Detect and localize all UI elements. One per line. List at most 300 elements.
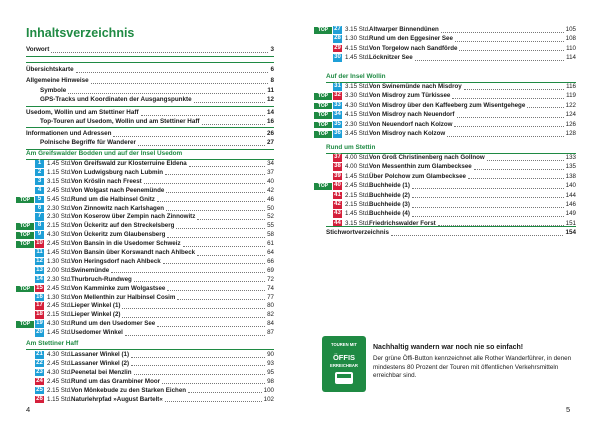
tour-duration: 4.15 Std. [345, 44, 370, 52]
tour-duration: 1.45 Std. [345, 172, 370, 180]
dot-leader [163, 263, 265, 264]
tour-number-badge: 34 [334, 111, 341, 118]
dot-leader [141, 115, 265, 116]
toc-entry-page: 11 [267, 87, 274, 94]
dot-leader [157, 326, 265, 327]
tour-page: 114 [566, 54, 576, 62]
tour-row [314, 163, 576, 171]
tour-page: 144 [565, 191, 576, 199]
tour-title: Von Misdroy nach Kolzow [369, 130, 446, 137]
tour-row [314, 201, 576, 209]
tour-duration: 4.30 Std. [47, 320, 72, 328]
tour-title: Altwarper Binnendünen [369, 26, 439, 33]
dot-leader [165, 174, 265, 175]
tour-number-badge: 1 [35, 160, 44, 168]
tour-title: Peenetal bei Menzlin [71, 368, 132, 376]
tour-row [314, 45, 576, 53]
tour-duration: 2.45 Std. [47, 377, 72, 385]
tour-row [16, 396, 274, 404]
tour-row [16, 351, 274, 359]
tour-number-badge: 11 [36, 249, 43, 255]
tour-number-badge: 37 [334, 154, 341, 160]
tour-page: 52 [267, 213, 274, 221]
tour-title: Von Mönkebude zu den Starken Eichen [71, 386, 187, 394]
tour-duration: 2.15 Std. [47, 311, 72, 319]
tour-row [314, 130, 576, 138]
tour-row [314, 154, 576, 162]
dot-leader [91, 83, 268, 84]
tour-duration: 4.00 Std. [345, 163, 370, 171]
tour-row [314, 54, 576, 62]
tour-duration: 2.30 Std. [345, 120, 370, 128]
tour-number-badge: 19 [36, 320, 43, 327]
toc-entry-title: Stichwortverzeichnis [326, 229, 389, 236]
tour-page: 138 [565, 172, 576, 180]
badge-bottom-text: ERREICHBAR [330, 363, 358, 368]
tour-duration: 3.30 Std. [345, 92, 370, 100]
tour-page: 93 [267, 359, 274, 367]
tour-page: 61 [267, 240, 274, 248]
toc-entry-title: Top-Touren auf Usedom, Wollin und am Stettiner Haff [40, 118, 200, 125]
tour-row [16, 249, 274, 257]
toc-entry [26, 96, 274, 104]
toc-entry [26, 46, 274, 54]
tour-title: Von Kröslin nach Freest [71, 177, 142, 185]
dot-leader [76, 72, 268, 73]
tour-page: 40 [267, 177, 274, 185]
dot-leader [68, 93, 265, 94]
tour-number-badge: 24 [36, 377, 43, 384]
tour-duration: 2.45 Std. [47, 359, 72, 367]
tour-page: 80 [267, 302, 274, 310]
bus-icon [335, 372, 353, 384]
tour-duration: 1.45 Std. [345, 210, 370, 218]
tour-title: Rund um den Eggesiner See [369, 35, 453, 43]
badge-main-text: ÖFFIS [332, 353, 356, 362]
tour-number-badge: 18 [36, 311, 43, 318]
toc-entry-title: Usedom, Wollin und am Stettiner Haff [26, 109, 139, 116]
dot-leader [391, 235, 563, 236]
tour-page: 126 [565, 120, 576, 128]
tour-title: Buchheide (3) [369, 201, 410, 208]
tour-title: Löcknitzer See [369, 54, 413, 62]
tour-row [314, 111, 576, 119]
tour-duration: 2.00 Std. [47, 266, 72, 274]
tour-page: 77 [267, 293, 274, 301]
tour-duration: 1.30 Std. [47, 293, 72, 301]
tour-page: 149 [565, 210, 576, 218]
tour-row [16, 267, 274, 275]
tour-page: 42 [267, 186, 274, 194]
toc-entry [26, 87, 274, 95]
section-heading: Rund um Stettin [326, 144, 376, 151]
tour-row [314, 83, 576, 91]
tour-page: 108 [565, 35, 576, 43]
tour-row [16, 329, 274, 337]
tour-number-badge: 27 [334, 26, 341, 32]
tour-duration: 1.45 Std. [47, 329, 72, 337]
dot-leader [454, 126, 564, 127]
tour-page: 90 [267, 351, 274, 358]
tour-number-badge: 3 [35, 178, 44, 186]
tour-number-badge: 40 [334, 182, 341, 189]
tour-row [314, 173, 576, 181]
tour-page: 102 [263, 395, 274, 403]
tour-duration: 3.15 Std. [47, 177, 72, 185]
dot-leader [447, 136, 564, 137]
tour-row [16, 178, 274, 186]
dot-leader [162, 383, 265, 384]
dot-leader [527, 107, 564, 108]
toc-entry-page: 3 [270, 46, 274, 53]
tour-row [314, 121, 576, 129]
separator-rule [26, 127, 274, 128]
tour-number-badge: 2 [35, 169, 44, 177]
tour-page: 128 [565, 130, 576, 137]
dot-leader [113, 136, 265, 137]
tour-number-badge: 32 [334, 92, 341, 99]
tour-title: Von Messenthin zum Glambecksee [369, 163, 472, 171]
dot-leader [197, 255, 265, 256]
toc-entry-title: Symbole [40, 87, 67, 94]
tour-page: 82 [267, 311, 274, 319]
tour-title: Von Mellenthin zur Halbinsel Cosim [71, 293, 176, 301]
dot-leader [415, 60, 564, 61]
tour-row [16, 258, 274, 266]
dot-leader [111, 272, 265, 273]
separator-rule [26, 62, 274, 63]
toc-entry-page: 27 [266, 139, 274, 146]
tour-row [314, 26, 576, 34]
tour-duration: 2.45 Std. [47, 186, 72, 194]
toc-entry-page: 6 [270, 66, 274, 73]
tour-page: 84 [267, 320, 274, 328]
tour-row [314, 210, 576, 218]
tour-page: 133 [565, 154, 576, 161]
dot-leader [468, 178, 564, 179]
separator-rule [26, 106, 274, 107]
toc-entry-title: Vorwort [26, 46, 50, 53]
tour-page: 72 [267, 275, 274, 283]
tour-title: Lassaner Winkel (1) [71, 351, 130, 358]
tour-number-badge: 41 [334, 191, 341, 198]
tour-row [16, 169, 274, 177]
top-badge: TOP [16, 286, 34, 293]
tour-row [16, 311, 274, 319]
tour-number-badge: 39 [334, 172, 341, 179]
tour-number-badge: 22 [36, 359, 43, 366]
tour-page: 74 [267, 284, 274, 292]
toc-entry-title: Informationen und Adressen [26, 130, 112, 137]
tour-title: Von Greifswald zur Klosterruine Eldena [71, 160, 187, 167]
dot-leader [166, 210, 265, 211]
tour-page: 58 [267, 231, 274, 239]
toc-entry [26, 139, 274, 147]
tour-title: Von Heringsdorf nach Ahlbeck [71, 257, 161, 265]
top-badge: TOP [16, 197, 34, 204]
dot-leader [134, 281, 265, 282]
tour-number-badge: 42 [334, 201, 341, 207]
dot-leader [183, 246, 265, 247]
toc-entry-page: 16 [266, 118, 274, 125]
dot-leader [455, 41, 564, 42]
tour-title: Usedomer Winkel [71, 329, 123, 337]
tour-number-badge: 23 [36, 368, 43, 375]
tour-duration: 4.30 Std. [47, 231, 72, 239]
toc-entry-title: GPS-Tracks und Koordinaten der Ausgangspunkte [40, 96, 192, 103]
dot-leader [487, 160, 564, 161]
section-heading: Am Greifswalder Bodden und auf der Insel Usedom [26, 150, 183, 157]
tour-number-badge: 26 [36, 395, 43, 402]
tour-title: Buchheide (1) [369, 182, 410, 190]
page-number-left: 4 [26, 405, 31, 414]
tour-number-badge: 9 [35, 231, 44, 239]
tour-page: 87 [267, 329, 274, 337]
tour-title: Über Polchow zum Glambecksee [369, 172, 466, 180]
tour-title: Von Kamminke zum Wolgastsee [71, 284, 166, 292]
tour-title: Von Neuendorf nach Kolzow [369, 120, 453, 128]
dot-leader [134, 374, 265, 375]
tour-page: 55 [267, 222, 274, 230]
tour-title: Buchheide (2) [369, 191, 410, 199]
tour-page: 34 [267, 160, 274, 167]
tour-duration: 5.45 Std. [47, 195, 72, 203]
toc-entry [26, 77, 274, 85]
tour-title: Rund um das Grambiner Moor [71, 377, 161, 385]
tour-row [16, 276, 274, 284]
tour-number-badge: 13 [36, 266, 43, 273]
tour-title: Von Ückeritz zum Glaubensberg [71, 231, 166, 239]
tour-title: Naturlehrpfad »August Bartelt« [71, 395, 163, 403]
dot-leader [412, 188, 564, 189]
tour-row [16, 387, 274, 395]
tour-title: Von Misdroy über den Kaffeeberg zum Wisentgehege [369, 101, 526, 109]
dot-leader [122, 317, 265, 318]
tour-row [16, 160, 274, 168]
tour-duration: 2.15 Std. [47, 222, 72, 230]
tour-page: 64 [267, 249, 274, 256]
tour-duration: 1.45 Std. [345, 54, 370, 62]
dot-leader [131, 357, 265, 358]
tour-duration: 2.15 Std. [345, 201, 370, 208]
tour-duration: 3.15 Std. [345, 83, 370, 90]
tour-number-badge: 25 [36, 386, 43, 393]
tour-duration: 4.30 Std. [47, 351, 72, 358]
tour-page: 66 [267, 257, 274, 265]
dot-leader [441, 32, 564, 33]
dot-leader [189, 166, 265, 167]
tour-duration: 3.15 Std. [345, 26, 370, 33]
tour-title: Lieper Winkel (2) [71, 311, 121, 319]
tour-number-badge: 38 [334, 163, 341, 170]
tour-duration: 1.15 Std. [47, 168, 72, 176]
tour-number-badge: 21 [36, 351, 43, 357]
toc-entry-page: 14 [266, 109, 274, 116]
tour-duration: 2.15 Std. [345, 191, 370, 199]
oepnv-heading: Nachhaltig wandern war noch nie so einfach! [373, 344, 524, 351]
tour-duration: 1.15 Std. [47, 395, 72, 403]
separator-rule [26, 56, 274, 57]
dot-leader [157, 201, 265, 202]
tour-title: Thurbruch-Rundweg [71, 275, 132, 283]
tour-title: Von Bansin über Korswandt nach Ahlbeck [71, 249, 196, 256]
tour-duration: 2.45 Std. [345, 182, 370, 190]
tour-page: 37 [267, 168, 274, 176]
dot-leader [188, 392, 262, 393]
tour-title: Von Zinnowitz nach Karlshagen [71, 204, 165, 212]
tour-page: 95 [267, 368, 274, 376]
dot-leader [412, 207, 564, 208]
tour-duration: 2.30 Std. [47, 213, 72, 221]
section-heading: Am Stettiner Haff [26, 340, 79, 347]
tour-row [16, 205, 274, 213]
tour-title: Rund um die Halbinsel Gnitz [71, 195, 155, 203]
tour-number-badge: 7 [35, 213, 44, 221]
tour-title: Swinemünde [71, 266, 110, 274]
dot-leader [167, 237, 265, 238]
tour-page: 46 [267, 195, 274, 203]
tour-page: 122 [565, 101, 576, 109]
top-badge: TOP [314, 27, 332, 34]
section-rule [26, 349, 274, 350]
oepnv-body: Der grüne Öffi-Button kennzeichnet alle Rother Wanderführer, in denen mindestens 80 Prozent der Touren mit öffentlichen Verkehrsmitteln erreichbar sind. [373, 355, 572, 379]
tour-row [16, 240, 274, 248]
tour-duration: 2.30 Std. [47, 204, 72, 212]
dot-leader [177, 299, 265, 300]
toc-entry-title: Allgemeine Hinweise [26, 77, 89, 84]
tour-duration: 4.15 Std. [345, 111, 370, 119]
tour-duration: 1.45 Std. [47, 249, 72, 256]
dot-leader [165, 401, 262, 402]
dot-leader [144, 183, 265, 184]
toc-entry-page: 8 [270, 77, 274, 84]
toc-entry-page: 154 [565, 229, 576, 236]
tour-duration: 4.30 Std. [47, 368, 72, 376]
tour-number-badge: 33 [334, 101, 341, 108]
tour-number-badge: 20 [36, 329, 43, 336]
tour-number-badge: 17 [36, 302, 43, 309]
tour-row [16, 213, 274, 221]
tour-page: 110 [566, 44, 576, 52]
toc-entry [326, 229, 576, 237]
tour-duration: 1.45 Std. [47, 160, 72, 167]
tour-row [16, 222, 274, 230]
section-heading: Auf der Insel Wollin [326, 73, 386, 80]
tour-row [16, 369, 274, 377]
tour-duration: 1.30 Std. [47, 257, 72, 265]
tour-page: 116 [566, 83, 576, 90]
tour-duration: 4.00 Std. [345, 154, 370, 161]
tour-duration: 3.15 Std. [345, 219, 370, 227]
top-badge: TOP [314, 93, 332, 100]
oepnv-info-box [322, 336, 574, 392]
tour-title: Von Wolgast nach Peenemünde [71, 186, 165, 194]
top-badge: TOP [16, 232, 34, 239]
tour-title: Buchheide (4) [369, 210, 410, 218]
oepnv-badge [322, 336, 366, 392]
tour-duration: 2.45 Std. [47, 284, 72, 292]
top-badge: TOP [314, 131, 332, 138]
tour-number-badge: 4 [35, 187, 44, 195]
tour-number-badge: 14 [36, 275, 43, 282]
dot-leader [176, 228, 265, 229]
dot-leader [194, 102, 265, 103]
toc-entry-title: Polnische Begriffe für Wanderer [40, 139, 136, 146]
toc-entry-title: Übersichtskarte [26, 66, 74, 73]
tour-number-badge: 16 [36, 293, 43, 300]
tour-row [314, 182, 576, 190]
tour-page: 100 [263, 386, 274, 394]
top-badge: TOP [16, 321, 34, 328]
toc-entry [26, 130, 274, 138]
dot-leader [166, 192, 265, 193]
tour-row [16, 378, 274, 386]
tour-number-badge: 15 [36, 284, 43, 291]
top-badge: TOP [314, 112, 332, 119]
dot-leader [131, 365, 265, 366]
dot-leader [412, 216, 564, 217]
dot-leader [457, 117, 564, 118]
top-badge: TOP [16, 241, 34, 248]
tour-duration: 4.30 Std. [345, 101, 370, 109]
badge-top-text: TOUREN MIT [331, 342, 357, 347]
tour-title: Von Bansin in die Usedomer Schweiz [71, 240, 181, 248]
dot-leader [167, 290, 265, 291]
dot-leader [412, 197, 564, 198]
tour-number-badge: 28 [334, 35, 341, 42]
tour-page: 119 [566, 92, 576, 100]
tour-duration: 1.30 Std. [345, 35, 370, 43]
dot-leader [125, 335, 265, 336]
tour-row [16, 302, 274, 310]
tour-title: Lieper Winkel (1) [71, 302, 121, 310]
tour-title: Lassaner Winkel (2) [71, 359, 130, 367]
tour-page: 69 [267, 266, 274, 274]
tour-page: 140 [565, 182, 576, 190]
tour-page: 124 [565, 111, 576, 119]
tour-number-badge: 36 [334, 130, 341, 136]
top-badge: TOP [314, 183, 332, 190]
tour-duration: 2.15 Std. [47, 386, 72, 394]
tour-number-badge: 8 [35, 222, 44, 230]
tour-number-badge: 6 [35, 205, 44, 213]
tour-title: Von Groß Christinenberg nach Gollnow [369, 154, 485, 161]
tour-page: 105 [565, 26, 576, 33]
tour-duration: 2.45 Std. [47, 302, 72, 310]
tour-duration: 2.45 Std. [47, 240, 72, 248]
dot-leader [197, 219, 265, 220]
toc-entry [26, 66, 274, 74]
tour-title: Von Ückeritz auf den Streckelsberg [71, 222, 175, 230]
tour-title: Von Torgelow nach Sandförde [369, 44, 458, 52]
dot-leader [51, 52, 268, 53]
tour-page: 135 [565, 163, 576, 171]
tour-number-badge: 12 [36, 257, 43, 264]
tour-row [16, 187, 274, 195]
dot-leader [122, 308, 265, 309]
dot-leader [452, 98, 564, 99]
top-badge: TOP [16, 223, 34, 230]
tour-row [314, 192, 576, 200]
toc-entry [26, 118, 274, 126]
tour-duration: 3.45 Std. [345, 130, 370, 137]
tour-row [16, 320, 274, 328]
tour-row [16, 294, 274, 302]
dot-leader [474, 169, 564, 170]
tour-page: 50 [267, 204, 274, 212]
tour-page: 151 [565, 219, 576, 227]
tour-row [16, 196, 274, 204]
